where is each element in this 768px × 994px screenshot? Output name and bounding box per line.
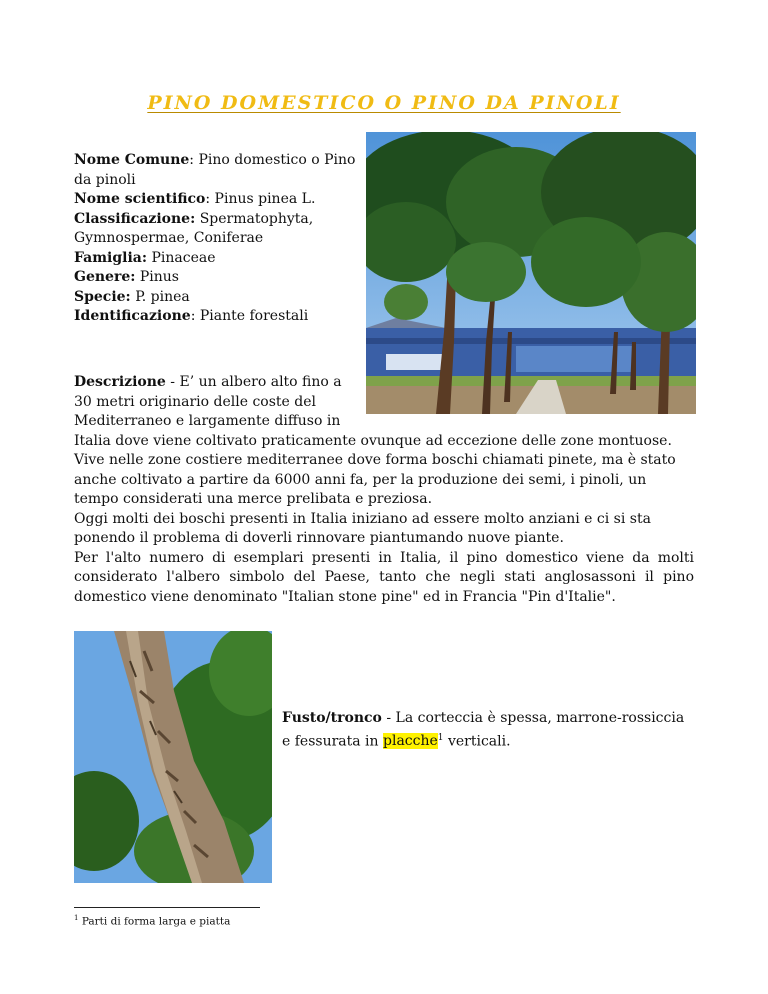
info-block xyxy=(74,151,364,327)
info-row-genere xyxy=(74,268,364,288)
stone-pine-photo xyxy=(366,132,696,414)
info-value: Spermatophyta, Gymnospermae, Coniferae xyxy=(74,210,314,246)
page-title: PINO DOMESTICO O PINO DA PINOLI xyxy=(147,92,621,114)
info-label: Classificazione: xyxy=(74,210,196,227)
info-value: Pinaceae xyxy=(151,249,216,266)
stone-pine-photo-illustration xyxy=(366,132,696,414)
info-label: Nome scientifico xyxy=(74,191,206,207)
footnote-separator xyxy=(74,907,260,908)
info-value: P. pinea xyxy=(135,288,190,305)
footnote-ref[interactable]: 1 xyxy=(437,732,444,743)
footnote-number: 1 xyxy=(74,914,79,922)
info-value: Piante forestali xyxy=(199,308,309,324)
description-block xyxy=(74,373,694,607)
info-row-nome-comune: Nome Comune: Pino domestico o Pino da pinoli xyxy=(74,152,356,188)
fusto-label: Fusto/tronco xyxy=(282,710,382,726)
description-paragraph-2: Vive nelle zone costiere mediterranee dove forma boschi chiamati pinete, ma è stato anche coltivato a partire da 6000 anni fa, per la produzione dei semi, i pinoli, un tempo considerati una merce prelibata e preziosa. xyxy=(74,452,676,507)
description-paragraph-3: Oggi molti dei boschi presenti in Italia iniziano ad essere molto anziani e ci si sta ponendo il problema di doverli rinnovare piantumando nuove piante. xyxy=(74,510,651,546)
info-row-classificazione xyxy=(74,210,364,249)
fusto-block: Fusto/tronco - La corteccia è spessa, marrone-rossiccia e fessurata in placche$^1$ verticali. xyxy=(282,710,685,750)
info-label: Specie: xyxy=(74,288,131,305)
info-row-identificazione: Identificazione: Piante forestali xyxy=(74,308,309,324)
info-value: Pinus pinea L. xyxy=(214,191,316,207)
info-label: Identificazione xyxy=(74,308,191,324)
info-row-nome-scientifico: Nome scientifico: Pinus pinea L. xyxy=(74,191,316,207)
highlighted-term: placche xyxy=(383,733,438,750)
info-value: Pinus xyxy=(139,269,179,285)
trunk-photo xyxy=(74,631,272,883)
description-paragraph: Descrizione - E’ un albero alto fino a 30 metri originario delle coste del Mediterraneo e largamente diffuso in Italia dove viene coltivato praticamente ovunque ad eccezione delle zone montuose. xyxy=(74,374,672,449)
info-row-famiglia xyxy=(74,249,364,269)
info-value: Pino domestico o Pino da pinoli xyxy=(74,152,356,188)
info-label: Genere: xyxy=(74,269,136,285)
footnote-text: Parti di forma larga e piatta xyxy=(81,915,231,928)
info-label: Famiglia: xyxy=(74,249,148,266)
footnote xyxy=(74,914,230,928)
info-row-specie xyxy=(74,288,364,308)
info-label: Nome Comune xyxy=(74,152,190,168)
trunk-photo-illustration xyxy=(74,631,272,883)
description-label: Descrizione xyxy=(74,374,166,390)
description-paragraph-4: Per l'alto numero di esemplari presenti in Italia, il pino domestico viene da molti considerato l'albero simbolo del Paese, tanto che negli stati anglosassoni il pino domestico viene denominato "Italian stone pine" ed in Francia "Pin d'Italie". xyxy=(74,549,694,605)
